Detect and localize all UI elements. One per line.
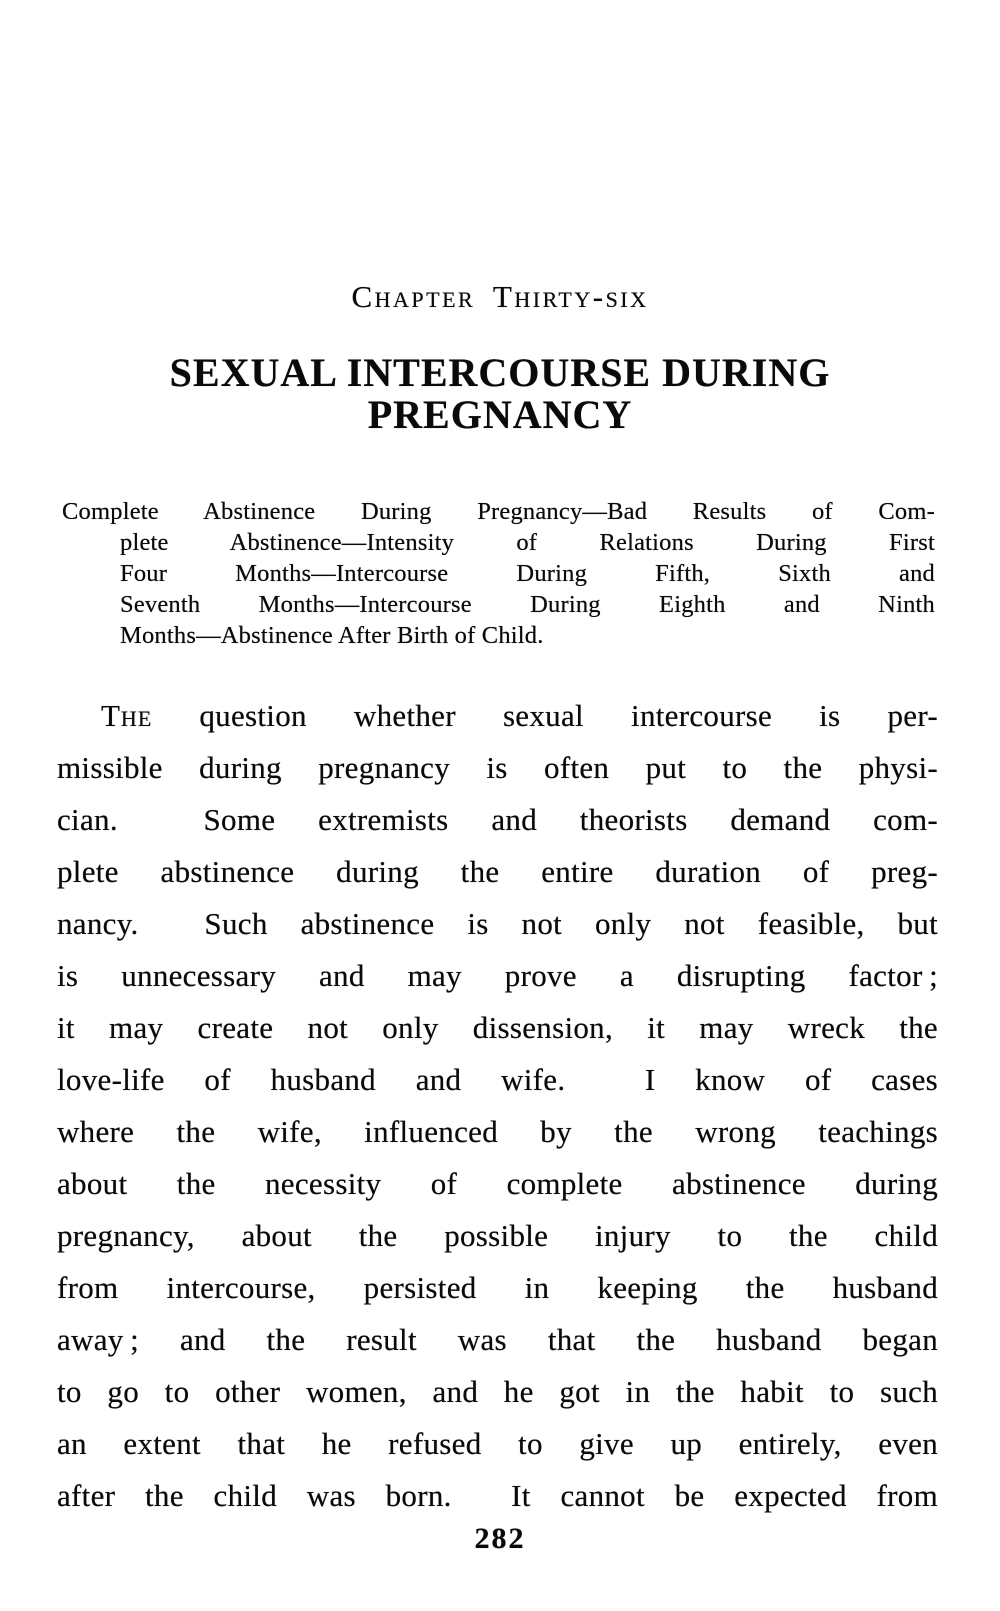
body-line: an extent that he refused to give up entirely, even [57,1426,938,1461]
body-line: from intercourse, persisted in keeping the husband [57,1270,938,1305]
body-text [57,690,938,1522]
summary-line: Complete Abstinence During Pregnancy—Bad Results of Com- [62,498,935,525]
page-number: 282 [474,1522,526,1555]
body-line: it may create not only dissension, it may wreck the [57,1010,938,1045]
body-line: The question whether sexual intercourse is per- [101,698,938,733]
body-line: away ; and the result was that the husband began [57,1322,938,1357]
body-line: pregnancy, about the possible injury to the child [57,1218,938,1253]
body-line: where the wife, influenced by the wrong teachings [57,1114,938,1149]
body-line: is unnecessary and may prove a disrupting factor ; [57,958,938,993]
title-line-2: PREGNANCY [367,392,633,437]
chapter-heading: Chapter Thirty-six [351,279,649,314]
chapter-summary [62,496,935,651]
body-line: to go to other women, and he got in the habit to such [57,1374,938,1409]
summary-line: plete Abstinence—Intensity of Relations During First [120,529,935,556]
body-line: cian. Some extremists and theorists demand com- [57,802,938,837]
body-line: about the necessity of complete abstinence during [57,1166,938,1201]
lead-word: The [101,698,153,733]
summary-line: Seventh Months—Intercourse During Eighth and Ninth [120,591,935,618]
body-line: after the child was born. It cannot be expected from [57,1478,938,1513]
body-line: missible during pregnancy is often put to the physi- [57,750,938,785]
title-line-1: SEXUAL INTERCOURSE DURING [169,350,831,395]
body-line: nancy. Such abstinence is not only not feasible, but [57,906,938,941]
summary-line: Four Months—Intercourse During Fifth, Sixth and [120,560,935,587]
body-line: plete abstinence during the entire duration of preg- [57,854,938,889]
body-line: love-life of husband and wife. I know of cases [57,1062,938,1097]
page-title [0,352,1000,436]
summary-line: Months—Abstinence After Birth of Child. [120,622,544,649]
